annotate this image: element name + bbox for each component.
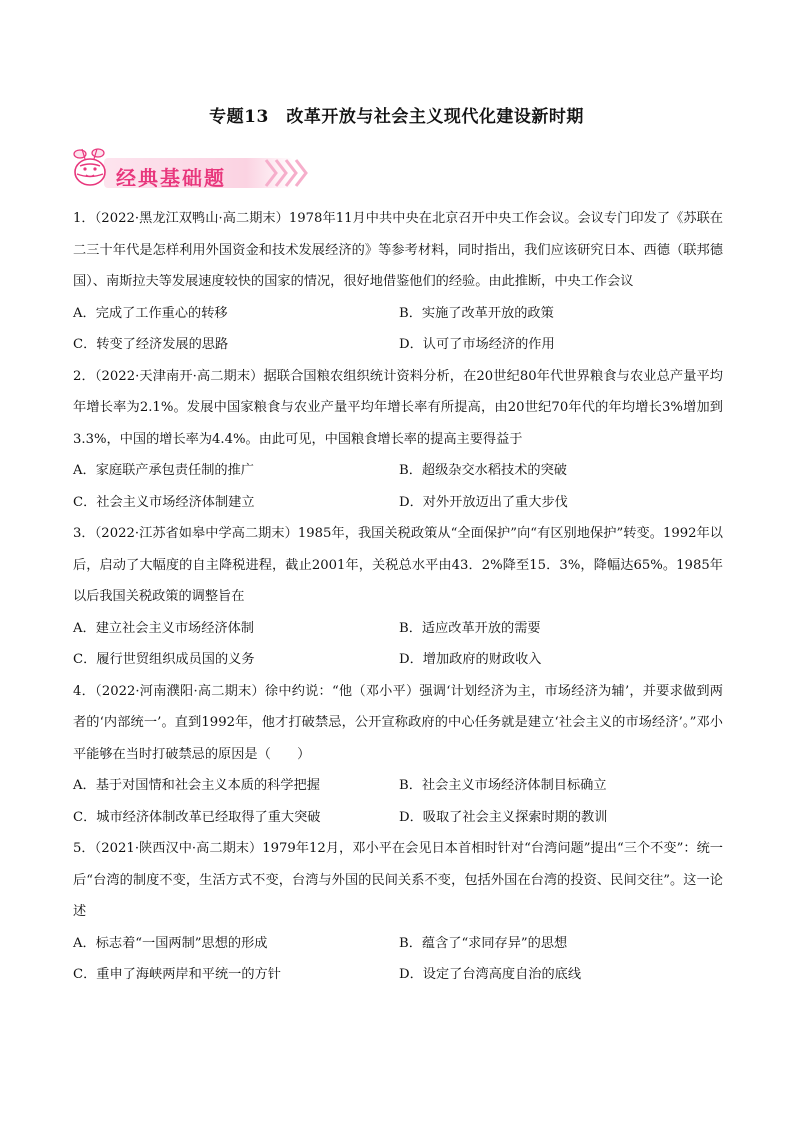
option-row (73, 959, 723, 991)
option-row (73, 770, 723, 802)
option-c: C．社会主义市场经济体制建立 (73, 494, 255, 510)
question-3 (73, 518, 723, 676)
option-c: C．重申了海峡两岸和平统一的方针 (73, 967, 281, 982)
option-row (73, 802, 723, 834)
option-c: C．城市经济体制改革已经取得了重大突破 (73, 809, 321, 825)
question-5 (73, 833, 723, 991)
question-2 (73, 361, 723, 519)
question-stem: 4．（2022·河南濮阳·高二期末）徐中约说：“他（邓小平）强调‘计划经济为主，市场经济为辅’，并要求做到两者的‘内部统一’。直到1992年，他才打破禁忌，公开宣称政府的中心任务就是建立‘社会主义的市场经济’。”邓小平能够在当时打破禁忌的原因是（ ） (73, 683, 723, 762)
option-b: B．超级杂交水稻技术的突破 (399, 463, 567, 478)
question-stem: 3．（2022·江苏省如皋中学高二期末）1985年，我国关税政策从“全面保护”向“有区别地保护”转变。1992年以后，启动了大幅度的自主降税进程，截止2001年，关税总水平由43．2%降至15．3%，降幅达65%。1985年以后我国关税政策的调整旨在 (73, 526, 723, 604)
option-a: A．完成了工作重心的转移 (73, 305, 228, 321)
option-row (73, 298, 723, 330)
option-a: A．家庭联产承包责任制的推广 (73, 463, 254, 478)
option-d: D．对外开放迈出了重大步伐 (399, 494, 568, 510)
option-row (73, 455, 723, 487)
question-1 (73, 203, 723, 361)
option-row (73, 644, 723, 676)
question-stem: 1．（2022·黑龙江双鸭山·高二期末）1978年11月中共中央在北京召开中央工作会议。会议专门印发了《苏联在二三十年代是怎样利用外国资金和技术发展经济的》等参考材料，同时指出，我们应该研究日本、西德（联邦德国）、南斯拉夫等发展速度较快的国家的情况，很好地借鉴他们的经验。由此推断，中央工作会议 (73, 211, 723, 289)
page-title: 专题13 改革开放与社会主义现代化建设新时期 (209, 107, 584, 127)
question-stem: 2．（2022·天津南开·高二期末）据联合国粮农组织统计资料分析，在20世纪80年代世界粮食与农业总产量平均年增长率为2.1%。发展中国家粮食与农业产量平均年增长率有所提高，由20世纪70年代的年均增长3%增加到3.3%，中国的增长率为4.4%。由此可见，中国粮食增长率的提高主要得益于 (73, 368, 723, 447)
question-4 (73, 676, 723, 834)
option-c: C．履行世贸组织成员国的义务 (73, 652, 255, 667)
bee-mascot-icon (74, 149, 105, 185)
question-stem: 5．（2021·陕西汉中·高二期末）1979年12月，邓小平在会见日本首相时针对“台湾问题”提出“三个不变”：统一后“台湾的制度不变，生活方式不变，台湾与外国的民间关系不变，包括外国在台湾的投资、民间交往”。这一论述 (73, 841, 723, 919)
option-row (73, 613, 723, 645)
option-d: D．认可了市场经济的作用 (399, 337, 555, 352)
option-a: A．标志着“一国两制”思想的形成 (73, 935, 268, 951)
option-d: D．设定了台湾高度自治的底线 (399, 967, 582, 982)
option-b: B．蕴含了“求同存异”的思想 (399, 935, 568, 951)
option-row (73, 329, 723, 361)
section-label: 经典基础题 (116, 166, 226, 190)
option-b: B．实施了改革开放的政策 (399, 305, 554, 321)
option-b: B．社会主义市场经济体制目标确立 (399, 778, 607, 793)
option-b: B．适应改革开放的需要 (399, 620, 541, 636)
option-d: D．吸取了社会主义探索时期的教训 (399, 809, 608, 825)
option-a: A．建立社会主义市场经济体制 (73, 620, 254, 636)
question-list (73, 203, 723, 991)
option-row (73, 487, 723, 519)
option-a: A．基于对国情和社会主义本质的科学把握 (73, 778, 320, 793)
option-d: D．增加政府的财政收入 (399, 652, 542, 667)
option-row (73, 928, 723, 960)
option-c: C．转变了经济发展的思路 (73, 337, 229, 352)
